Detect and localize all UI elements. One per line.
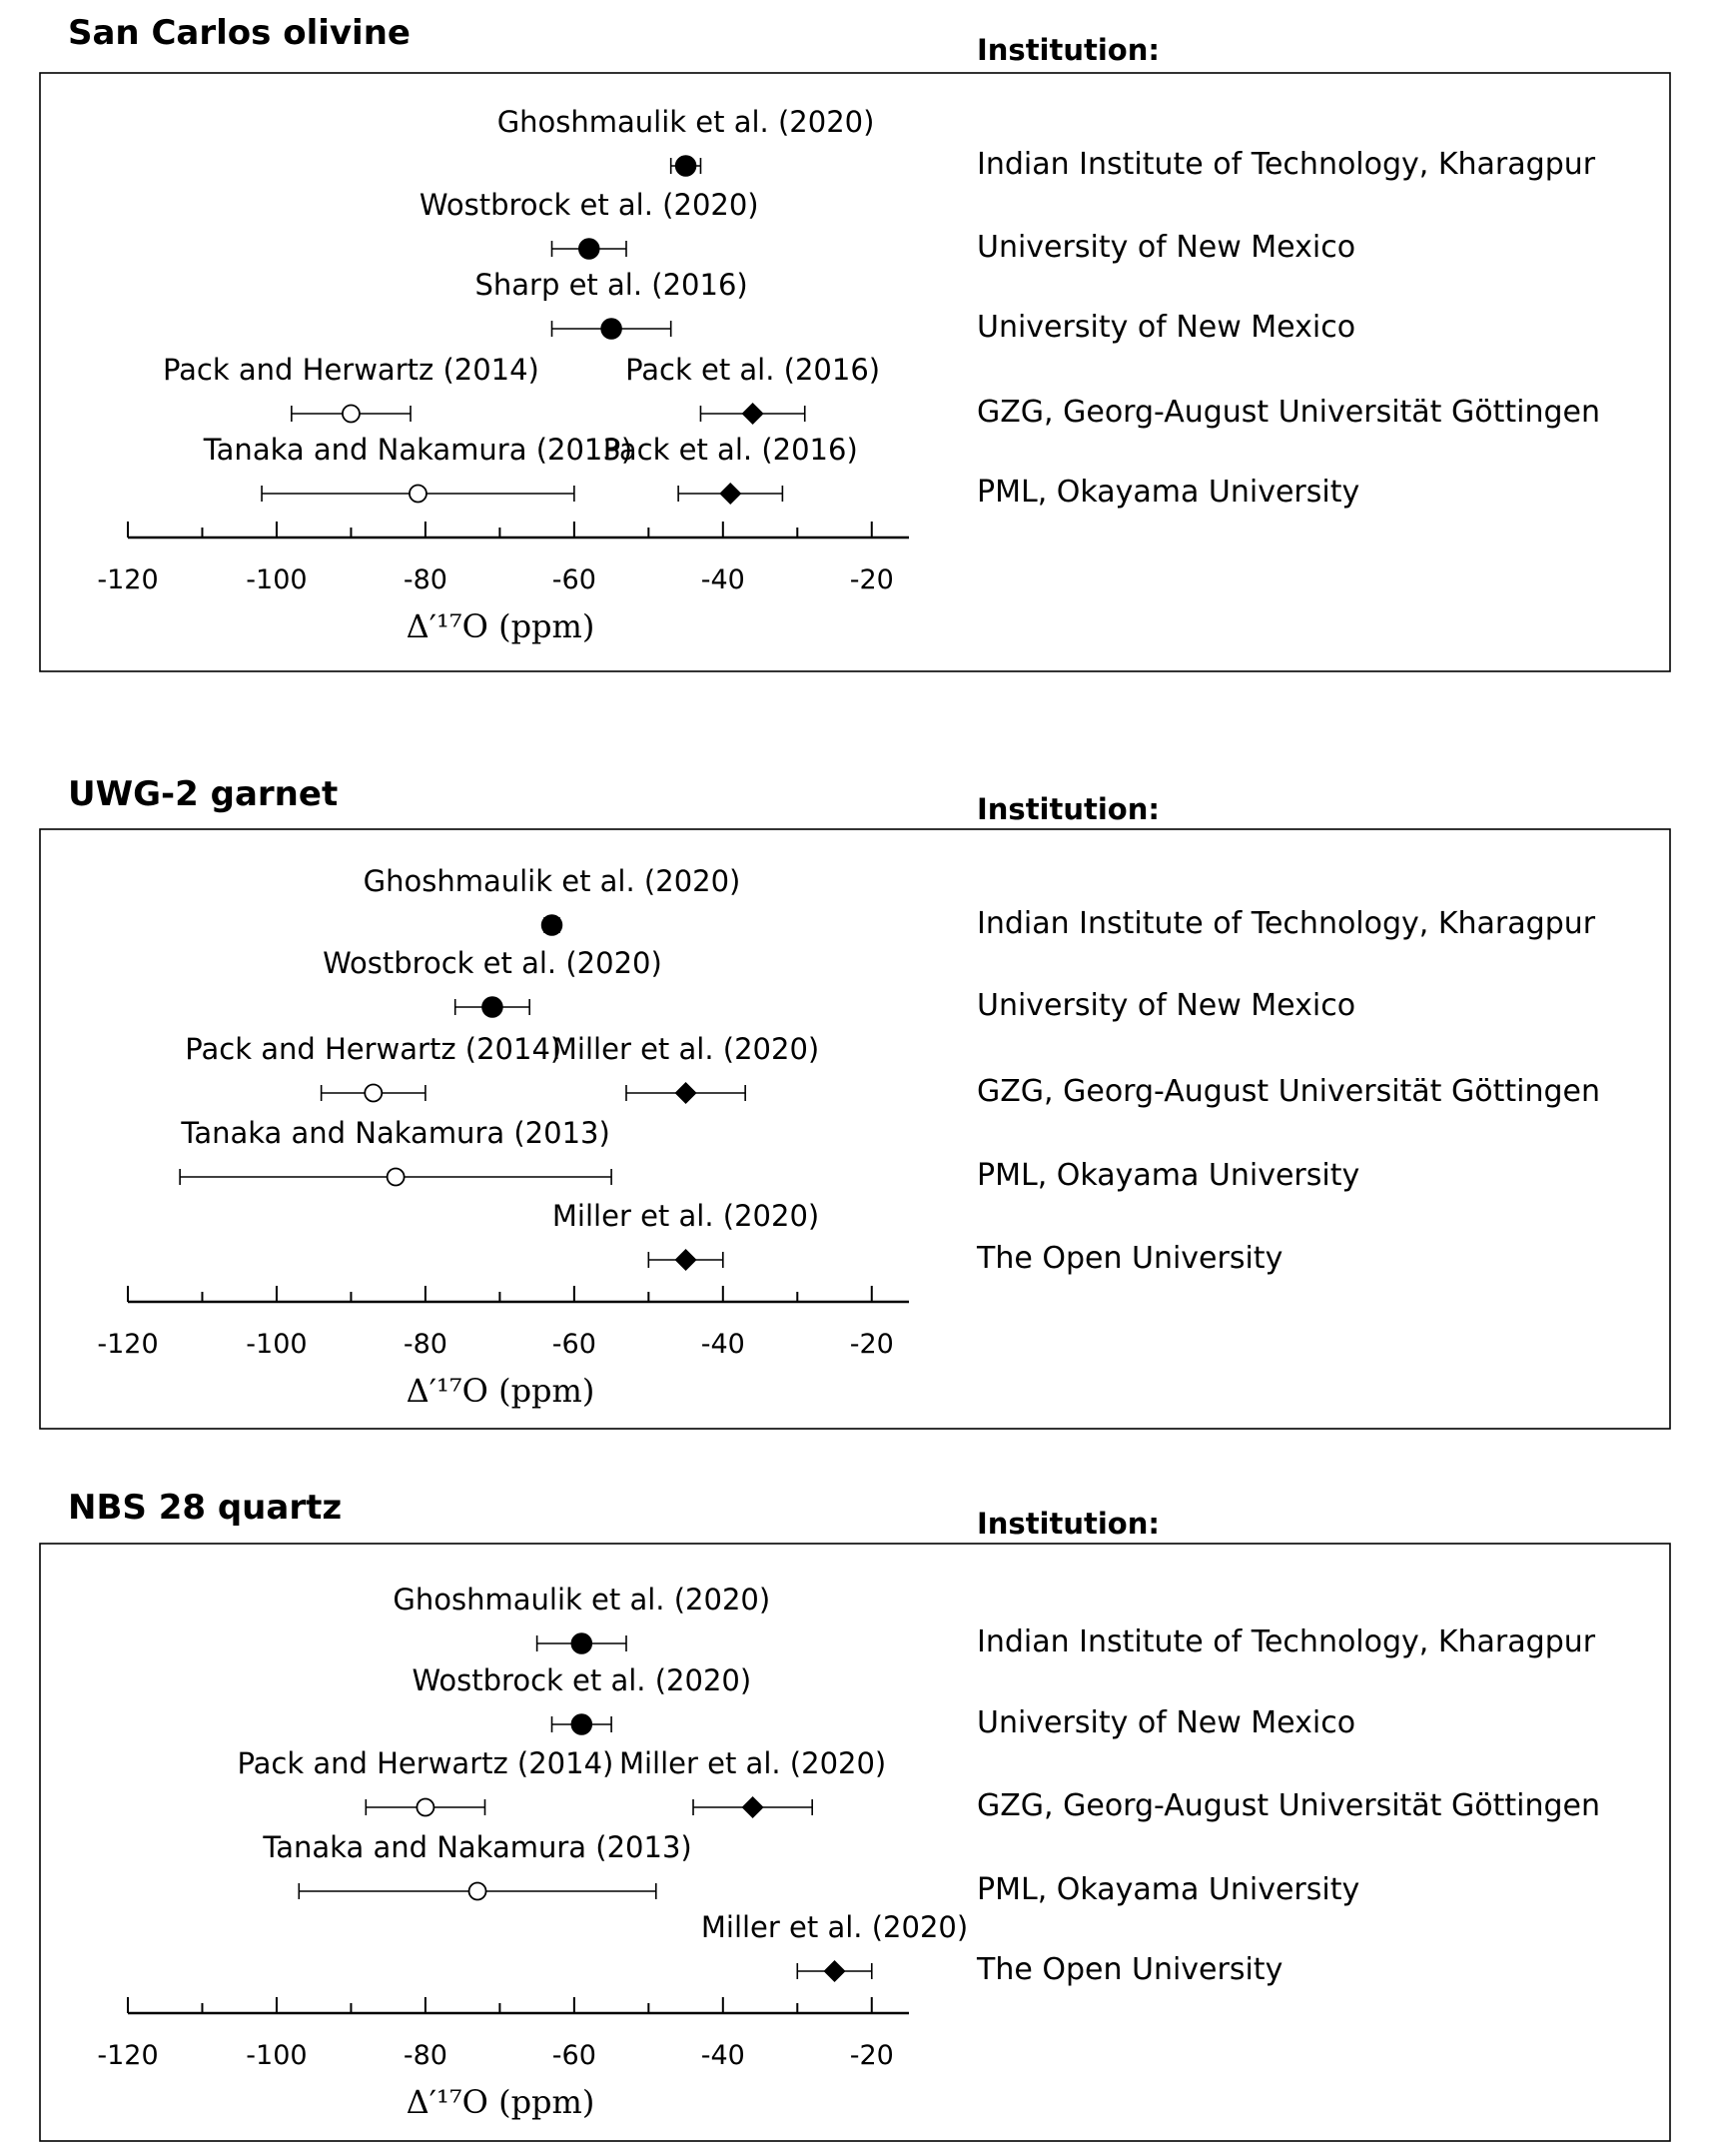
x-tick-label: -40 <box>700 564 745 595</box>
x-tick-label: -100 <box>246 2040 308 2071</box>
institution-header: Institution: <box>977 1507 1160 1541</box>
institution-label: PML, Okayama University <box>977 475 1360 510</box>
x-tick-label: -20 <box>849 564 894 595</box>
marker-open-circle <box>343 406 360 423</box>
institution-header: Institution: <box>977 33 1160 67</box>
study-label: Miller et al. (2020) <box>618 1746 887 1780</box>
marker-filled-diamond <box>675 1082 697 1104</box>
marker-filled-diamond <box>742 1796 764 1818</box>
x-tick-label: -40 <box>700 2040 745 2071</box>
data-point <box>474 268 747 339</box>
institution-label: Indian Institute of Technology, Kharagpur <box>977 906 1596 941</box>
x-tick-label: -120 <box>97 1329 159 1360</box>
data-point <box>603 433 858 505</box>
institution-label: University of New Mexico <box>977 230 1356 265</box>
study-label: Ghoshmaulik et al. (2020) <box>496 105 875 139</box>
x-tick-label: -100 <box>246 1329 308 1360</box>
marker-filled-diamond <box>719 483 741 505</box>
institution-label: Indian Institute of Technology, Kharagpur <box>977 1624 1596 1659</box>
marker-filled-diamond <box>824 1960 846 1982</box>
study-label: Tanaka and Nakamura (2013) <box>263 1830 692 1864</box>
panel-0 <box>40 13 1670 671</box>
x-tick-label: -80 <box>403 1329 447 1360</box>
panel-2 <box>40 1488 1670 2141</box>
panel-title: UWG-2 garnet <box>68 774 339 814</box>
study-label: Miller et al. (2020) <box>700 1910 969 1944</box>
institution-label: GZG, Georg-August Universität Göttingen <box>977 1074 1600 1109</box>
study-label: Ghoshmaulik et al. (2020) <box>363 864 741 898</box>
panel-1 <box>40 774 1670 1429</box>
study-label: Wostbrock et al. (2020) <box>412 1663 752 1697</box>
marker-filled-diamond <box>675 1249 697 1271</box>
x-axis-label: Δ′¹⁷O (ppm) <box>406 1372 595 1410</box>
institution-label: The Open University <box>977 1241 1284 1276</box>
study-label: Miller et al. (2020) <box>551 1032 820 1066</box>
x-tick-label: -80 <box>403 2040 447 2071</box>
study-label: Sharp et al. (2016) <box>474 268 748 302</box>
x-tick-label: -120 <box>97 564 159 595</box>
data-point <box>364 864 741 935</box>
x-tick-label: -120 <box>97 2040 159 2071</box>
data-point <box>163 353 539 423</box>
data-point <box>552 1199 819 1271</box>
x-tick-label: -60 <box>551 1329 596 1360</box>
data-point <box>420 188 759 259</box>
data-point <box>625 353 880 425</box>
data-point <box>412 1663 751 1734</box>
x-axis-label: Δ′¹⁷O (ppm) <box>406 607 595 645</box>
data-point <box>237 1746 613 1816</box>
institution-label: Indian Institute of Technology, Kharagpur <box>977 147 1596 182</box>
institution-label: GZG, Georg-August Universität Göttingen <box>977 1788 1600 1823</box>
marker-filled-circle <box>571 1633 591 1653</box>
data-point <box>552 1032 819 1104</box>
marker-filled-circle <box>482 997 502 1017</box>
marker-filled-circle <box>542 915 562 935</box>
marker-open-circle <box>388 1169 405 1186</box>
marker-open-circle <box>410 486 427 503</box>
x-tick-label: -60 <box>551 2040 596 2071</box>
study-label: Tanaka and Nakamura (2013) <box>203 433 633 467</box>
data-point <box>323 946 662 1017</box>
x-tick-label: -80 <box>403 564 447 595</box>
study-label: Ghoshmaulik et al. (2020) <box>393 1583 771 1617</box>
panel-title: NBS 28 quartz <box>68 1488 343 1528</box>
study-label: Wostbrock et al. (2020) <box>419 188 759 222</box>
marker-filled-circle <box>601 319 621 339</box>
study-label: Tanaka and Nakamura (2013) <box>181 1116 610 1150</box>
data-point <box>185 1032 561 1102</box>
institution-label: University of New Mexico <box>977 1705 1356 1740</box>
institution-header: Institution: <box>977 792 1160 826</box>
x-tick-label: -60 <box>551 564 596 595</box>
institution-label: University of New Mexico <box>977 988 1356 1023</box>
data-point <box>180 1116 611 1186</box>
data-point <box>203 433 632 503</box>
study-label: Pack and Herwartz (2014) <box>237 1746 614 1780</box>
x-tick-label: -100 <box>246 564 308 595</box>
data-point <box>701 1910 968 1982</box>
data-point <box>262 1830 691 1900</box>
study-label: Pack and Herwartz (2014) <box>185 1032 562 1066</box>
marker-filled-circle <box>571 1714 591 1734</box>
panel-title: San Carlos olivine <box>68 13 411 53</box>
x-tick-label: -20 <box>849 1329 894 1360</box>
x-tick-label: -20 <box>849 2040 894 2071</box>
x-tick-label: -40 <box>700 1329 745 1360</box>
data-point <box>497 105 875 176</box>
institution-label: GZG, Georg-August Universität Göttingen <box>977 395 1600 430</box>
institution-label: PML, Okayama University <box>977 1872 1360 1907</box>
study-label: Pack et al. (2016) <box>625 353 881 387</box>
marker-open-circle <box>417 1799 433 1816</box>
marker-open-circle <box>469 1883 486 1900</box>
institution-label: PML, Okayama University <box>977 1158 1360 1193</box>
data-point <box>393 1583 770 1653</box>
marker-filled-diamond <box>742 403 764 425</box>
study-label: Pack and Herwartz (2014) <box>162 353 539 387</box>
study-label: Pack et al. (2016) <box>602 433 858 467</box>
data-point <box>619 1746 886 1818</box>
institution-label: The Open University <box>977 1952 1284 1987</box>
marker-open-circle <box>365 1085 382 1102</box>
study-label: Miller et al. (2020) <box>551 1199 820 1233</box>
marker-filled-circle <box>579 239 599 259</box>
marker-filled-circle <box>676 156 696 176</box>
x-axis-label: Δ′¹⁷O (ppm) <box>406 2083 595 2121</box>
institution-label: University of New Mexico <box>977 310 1356 345</box>
study-label: Wostbrock et al. (2020) <box>323 946 662 980</box>
